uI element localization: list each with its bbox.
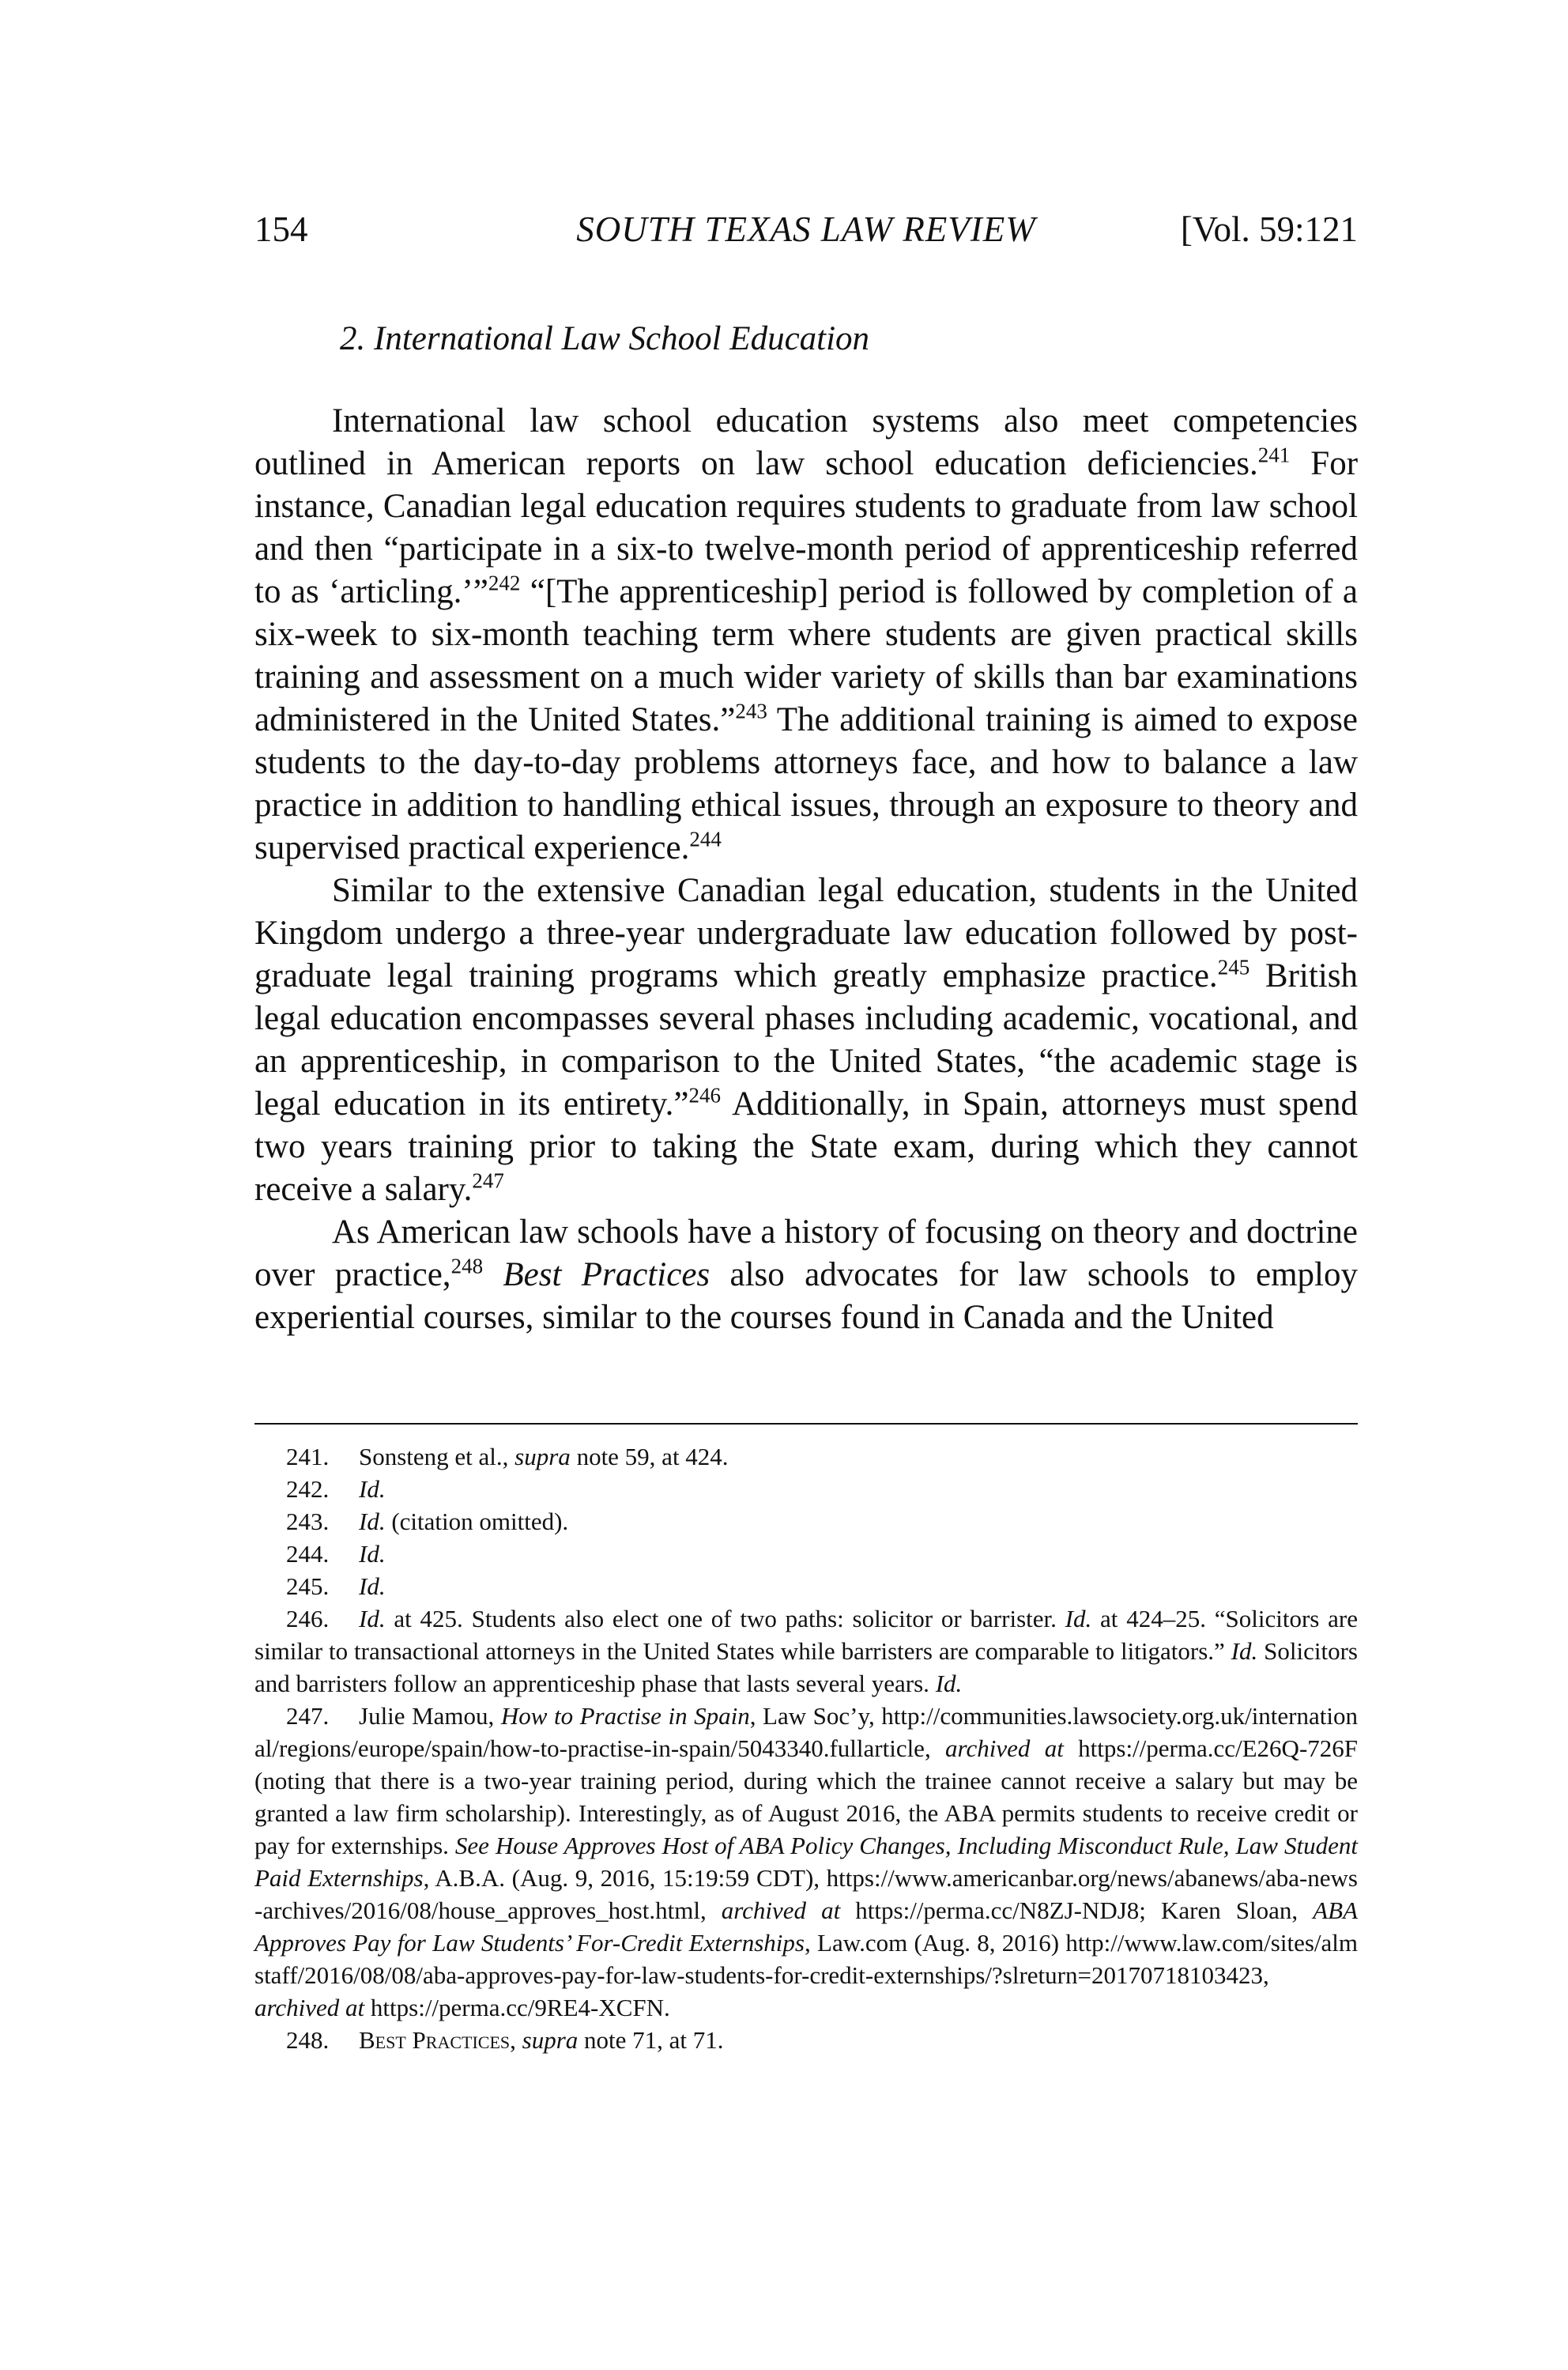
- footnote-signal: Id.: [359, 1475, 386, 1503]
- footnote-text: note 71, at 71.: [578, 2026, 724, 2054]
- footnotes: [254, 1440, 1358, 2056]
- main-text: [254, 318, 1358, 1339]
- footnote-241: [254, 1440, 1358, 1473]
- footnote-signal: supra: [514, 1443, 571, 1470]
- footnote-reference[interactable]: 243: [735, 699, 767, 723]
- footnote-number: 246.: [286, 1605, 330, 1632]
- footnote-reference[interactable]: 244: [689, 827, 722, 851]
- footnote-signal: archived at: [254, 1994, 365, 2021]
- footnote-text: ,: [699, 1896, 722, 1924]
- paragraph-text: Similar to the extensive Canadian legal education, students in the United Kingdom undergo a three-year undergraduate law education followed by post-graduate legal training programs which greatly emphasize practice.: [254, 872, 1358, 994]
- footnote-number: 245.: [286, 1572, 330, 1600]
- footnote-reference[interactable]: 241: [1257, 443, 1291, 467]
- footnote-text: Sonsteng et al.,: [359, 1443, 515, 1470]
- footnote-247: [254, 1700, 1358, 2024]
- footnote-text: ,: [510, 2026, 522, 2054]
- source-url[interactable]: http://www.law.com/sites/almstaff/2016/08/08/aba-approves-pay-for-law-students-for-credit-externships/?slreturn=20170718103423: [254, 1929, 1359, 1989]
- source-url[interactable]: https://www.americanbar.org/news/abanews/aba-news-archives/2016/08/house_approves_host.html: [254, 1864, 1358, 1924]
- short-title: Best Practices: [503, 1256, 710, 1293]
- article-title: See House Approves Host of ABA Policy Changes, Including Misconduct Rule, Law Student Paid Externships: [254, 1832, 1358, 1892]
- footnote-text: note 59, at 424.: [570, 1443, 729, 1470]
- footnote-signal: archived at: [721, 1896, 841, 1924]
- running-header: [254, 204, 1358, 255]
- section-heading: 2. International Law School Education: [340, 320, 870, 357]
- footnote-reference[interactable]: 247: [472, 1168, 504, 1193]
- footnote-244: [254, 1538, 1358, 1570]
- footnote-number: 247.: [286, 1702, 330, 1730]
- footnote-reference[interactable]: 246: [688, 1083, 721, 1108]
- footnote-text: , Law.com (Aug. 8, 2016): [804, 1929, 1066, 1957]
- footnote-text: https://perma.cc/E26Q-726F (noting that there is a two-year training period, during which the trainee cannot receive a salary but may be granted a law firm scholarship). Interestingly, as of August 2016, the ABA permits students to receive credit or pay for externships.: [254, 1734, 1359, 1859]
- paragraph-text: Additionally, in Spain, attorneys must spend two years training prior to taking the State exam, during which they cannot receive a salary.: [254, 1085, 1358, 1208]
- paragraph-text: International law school education systems also meet competencies outlined in American reports on law school education deficiencies.: [254, 402, 1358, 482]
- paragraph: [254, 1211, 1358, 1339]
- short-title: Best Practices: [359, 2026, 511, 2054]
- footnote-number: 243.: [286, 1508, 330, 1535]
- footnote-signal: supra: [522, 2026, 579, 2054]
- footnote-signal: Id.: [359, 1605, 386, 1632]
- paragraph-text: “[The apprenticeship] period is followed by completion of a six-week to six-month teaching term where students are given practical skills training and assessment on a much wider variety of skills than bar examinations administered in the United States.”: [254, 573, 1358, 738]
- footnote-number: 244.: [286, 1540, 330, 1568]
- footnote-text: Solicitors and barristers follow an apprenticeship phase that lasts several years.: [254, 1637, 1358, 1697]
- source-url[interactable]: http://communities.lawsociety.org.uk/international/regions/europe/spain/how-to-practise-in-spain/5043340.fullarticle: [254, 1702, 1358, 1762]
- footnote-248: [254, 2024, 1358, 2056]
- footnote-text: https://perma.cc/9RE4-XCFN.: [364, 1994, 670, 2021]
- footnote-text: , A.B.A. (Aug. 9, 2016, 15:19:59 CDT),: [423, 1864, 827, 1892]
- paragraph-text: also advocates for law schools to employ experiential courses, similar to the courses found in Canada and the United: [254, 1256, 1358, 1336]
- paragraph: [254, 400, 1358, 870]
- volume-citation: [Vol. 59:121: [1180, 209, 1358, 249]
- paragraph: [254, 870, 1358, 1211]
- footnote-signal: Id.: [935, 1670, 963, 1697]
- footnote-number: 242.: [286, 1475, 330, 1503]
- footnote-243: [254, 1505, 1358, 1538]
- footnote-text: , Law Soc’y,: [749, 1702, 882, 1730]
- footnote-text: ,: [924, 1734, 946, 1762]
- footnote-reference[interactable]: 242: [488, 571, 521, 595]
- footnote-text: at 424–25. “Solicitors are similar to transactional attorneys in the United States while barristers are comparable to litigators.”: [254, 1605, 1358, 1665]
- footnote-text: ,: [1262, 1961, 1269, 1989]
- footnote-text: at 425. Students also elect one of two paths: solicitor or barrister.: [385, 1605, 1065, 1632]
- footnote-242: [254, 1473, 1358, 1505]
- footnote-signal: archived at: [945, 1734, 1064, 1762]
- footnote-text: https://perma.cc/N8ZJ-NDJ8; Karen Sloan,: [840, 1896, 1314, 1924]
- footnote-signal: Id.: [359, 1508, 386, 1535]
- journal-title: SOUTH TEXAS LAW REVIEW: [576, 209, 1036, 249]
- footnote-signal: Id.: [1231, 1637, 1258, 1665]
- footnote-number: 248.: [286, 2026, 330, 2054]
- footnote-text: (citation omitted).: [385, 1508, 569, 1535]
- paragraph-text: The additional training is aimed to expose students to the day-to-day problems attorneys face, and how to balance a law practice in addition to handling ethical issues, through an exposure to theory and supervised practical experience.: [254, 701, 1359, 866]
- paragraph-text: British legal education encompasses several phases including academic, vocational, and an apprenticeship, in comparison to the United States, “the academic stage is legal education in its entirety.”: [254, 957, 1359, 1123]
- footnote-text: Julie Mamou,: [359, 1702, 501, 1730]
- footnote-reference[interactable]: 248: [450, 1254, 484, 1278]
- page-number: 154: [254, 209, 308, 249]
- footnote-245: [254, 1570, 1358, 1602]
- footnote-number: 241.: [286, 1443, 330, 1470]
- footnote-signal: Id.: [1065, 1605, 1092, 1632]
- footnote-signal: Id.: [359, 1572, 386, 1600]
- article-title: ABA Approves Pay for Law Students’ For-Credit Externships: [254, 1896, 1359, 1957]
- paragraph-text: [483, 1256, 503, 1293]
- paragraph-text: For instance, Canadian legal education requires students to graduate from law school and then “participate in a six-to twelve-month period of apprenticeship referred to as ‘articling.’”: [254, 445, 1359, 610]
- paragraph-text: As American law schools have a history of focusing on theory and doctrine over practice,: [254, 1213, 1358, 1293]
- article-title: How to Practise in Spain: [500, 1702, 750, 1730]
- footnote-reference[interactable]: 245: [1217, 955, 1250, 979]
- footnote-signal: Id.: [359, 1540, 386, 1568]
- footnote-246: [254, 1602, 1358, 1700]
- footnote-divider: [254, 1423, 1358, 1425]
